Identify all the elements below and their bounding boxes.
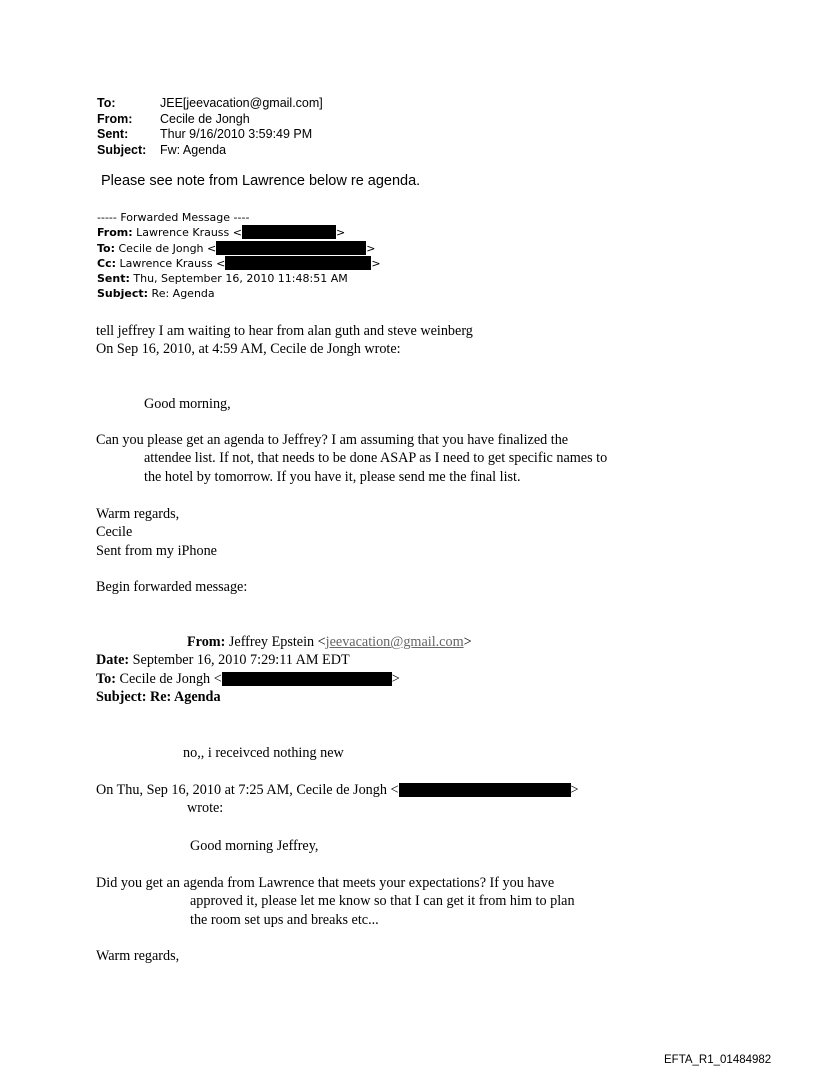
earlier-attribution <box>96 781 579 818</box>
header-sent-row <box>97 127 323 143</box>
epstein-from-name: Jeffrey Epstein < <box>228 634 326 650</box>
header-to-row <box>97 96 323 112</box>
fwd-from-value: Lawrence Krauss < <box>136 226 242 240</box>
earlier-wrote: wrote: <box>187 800 224 817</box>
epstein-reply: no,, i receivced nothing new <box>183 745 344 761</box>
epstein-date-row <box>96 651 472 669</box>
fwd-to-value: Cecile de Jongh < <box>118 241 217 255</box>
fwd-subject-row <box>97 286 381 301</box>
fwd-sent-value: Thu, September 16, 2010 11:48:51 AM <box>133 272 348 286</box>
fwd-from-label: From: <box>97 226 133 240</box>
fwd-from-close: > <box>335 226 346 240</box>
epstein-subject-row <box>96 688 472 706</box>
redaction-box <box>216 241 366 255</box>
fwd-cc-close: > <box>371 256 381 270</box>
epstein-from-close: > <box>463 634 472 650</box>
fwd-cc-value: Lawrence Krauss < <box>119 256 226 270</box>
earlier-greeting: Good morning Jeffrey, <box>190 838 319 854</box>
begin-forwarded: Begin forwarded message: <box>96 579 248 595</box>
header-subject-row <box>97 143 323 159</box>
fwd-sent-label: Sent: <box>97 272 130 286</box>
fwd-subject-label: Subject: <box>97 287 149 301</box>
earlier-para-line-b: approved it, please let me know so that I can get it from him to plan <box>190 893 575 910</box>
from-label: From: <box>97 111 133 126</box>
earlier-on-text: On Thu, Sep 16, 2010 at 7:25 AM, Cecile de Jongh < <box>96 782 399 798</box>
earlier-para-line-c: the room set ups and breaks etc... <box>190 911 379 928</box>
epstein-from-label: From: <box>187 634 226 650</box>
fwd-sent-row <box>97 271 381 286</box>
body-paragraph-1 <box>96 431 607 486</box>
epstein-to-row <box>96 670 472 688</box>
from-value: Cecile de Jongh <box>160 111 250 126</box>
epstein-subject-label: Subject: <box>96 688 147 705</box>
para1-line-c: the hotel by tomorrow. If you have it, please send me the final list. <box>144 468 521 485</box>
body-line-2: On Sep 16, 2010, at 4:59 AM, Cecile de Jongh wrote: <box>96 341 401 358</box>
cover-note: Please see note from Lawrence below re agenda. <box>101 173 421 189</box>
epstein-from-row <box>96 633 472 651</box>
epstein-date-label: Date: <box>96 652 130 669</box>
epstein-subject-value: Re: Agenda <box>150 688 221 705</box>
fwd-cc-row <box>97 256 381 271</box>
forwarded-banner: ----- Forwarded Message ---- <box>97 211 250 224</box>
earlier-close: > <box>570 782 579 798</box>
redaction-box <box>222 672 392 686</box>
greeting: Good morning, <box>144 396 231 412</box>
body-block-1 <box>96 322 473 359</box>
earlier-regards: Warm regards, <box>96 948 180 964</box>
epstein-to-close: > <box>391 670 400 687</box>
fwd-to-close: > <box>366 241 376 255</box>
para1-line-b: attendee list. If not, that needs to be done ASAP as I need to get specific names to <box>144 450 608 467</box>
sent-from: Sent from my iPhone <box>96 542 217 559</box>
redaction-box <box>399 783 571 797</box>
epstein-to-label: To: <box>96 670 116 687</box>
fwd-to-label: To: <box>97 241 115 255</box>
earlier-on-line <box>96 781 579 799</box>
para1-line-a: Can you please get an agenda to Jeffrey? I am assuming that you have finalized the <box>96 432 569 448</box>
subject-label: Subject: <box>97 142 147 157</box>
signature-block <box>96 505 217 560</box>
fwd-to-row <box>97 241 381 256</box>
redaction-box <box>225 256 371 270</box>
email-link[interactable]: jeevacation@gmail.com <box>325 634 464 650</box>
epstein-header <box>96 633 472 706</box>
fwd-from-row <box>97 225 381 240</box>
regards: Warm regards, <box>96 506 180 522</box>
subject-value: Fw: Agenda <box>160 142 227 157</box>
sent-value: Thur 9/16/2010 3:59:49 PM <box>160 127 313 141</box>
body-line-1: tell jeffrey I am waiting to hear from alan guth and steve weinberg <box>96 323 473 339</box>
redaction-box <box>242 225 336 239</box>
to-label: To: <box>97 96 116 110</box>
fwd-subject-value: Re: Agenda <box>151 287 215 301</box>
signer-name: Cecile <box>96 524 133 541</box>
epstein-date-value: September 16, 2010 7:29:11 AM EDT <box>132 652 350 669</box>
earlier-paragraph <box>96 874 575 929</box>
to-value: JEE[jeevacation@gmail.com] <box>160 96 323 110</box>
sent-label: Sent: <box>97 127 129 141</box>
earlier-para-line-a: Did you get an agenda from Lawrence that meets your expectations? If you have <box>96 875 555 891</box>
fwd-cc-label: Cc: <box>97 256 116 270</box>
epstein-to-value: Cecile de Jongh < <box>119 670 222 687</box>
document-id: EFTA_R1_01484982 <box>664 1054 772 1066</box>
email-header <box>97 96 323 158</box>
header-from-row <box>97 112 323 128</box>
forwarded-header <box>97 210 381 302</box>
